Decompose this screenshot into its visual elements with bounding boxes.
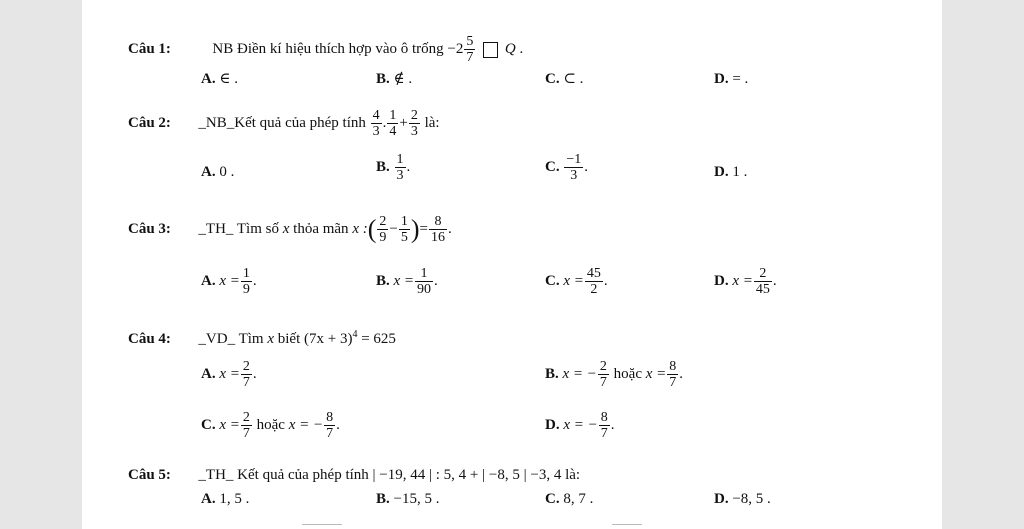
scan-artifact (302, 524, 342, 525)
question-label: Câu 1: (128, 40, 171, 57)
option-d: D. −8, 5 . (714, 491, 771, 507)
option-d: D. x = $\frac{2}{45}$ . (714, 266, 777, 297)
fraction: $\frac{5}{7}$ (466, 34, 474, 65)
question-1: Câu 1: NB Điền kí hiệu thích hợp vào ô trống −2 $\frac{5}{7}$ Q . (128, 34, 524, 65)
option-b: B. ∉ . (376, 71, 413, 87)
question-label: Câu 2: (128, 114, 171, 131)
blank-box (483, 42, 498, 58)
question-3: Câu 3: _TH_ Tìm số x thỏa mãn x :( $\frac{2}{9}$ − $\frac{1}{5}$ )= $\frac{8}{16}$ . (128, 214, 452, 245)
option-c: C. x = $\frac{2}{7}$ hoặc x = − $\frac{8}{7}$ . (201, 410, 340, 441)
option-d: D. 1 . (714, 164, 748, 180)
question-text: _TH_ Kết quả của phép tính (198, 467, 369, 483)
set-symbol: Q (504, 40, 516, 57)
option-b: B. x = − $\frac{2}{7}$ hoặc x = $\frac{8}{7}$ . (545, 359, 684, 390)
option-a: A. 1, 5 . (201, 491, 250, 507)
option-b: B. $\frac{1}{3}$ . (376, 152, 411, 183)
question-text: NB Điền kí hiệu thích hợp vào ô trống (212, 40, 444, 57)
option-a: A. ∈ . (201, 71, 238, 87)
question-text: _TH_ Tìm số (198, 220, 279, 237)
option-a: A. 0 . (201, 164, 235, 180)
question-5: Câu 5: _TH_ Kết quả của phép tính | −19, 44 | : 5, 4 + | −8, 5 | −3, 4 là: (128, 467, 581, 483)
math-minus-two: −2 (447, 40, 464, 57)
math-expression: | −19, 44 | : 5, 4 + | −8, 5 | −3, 4 (372, 467, 562, 483)
option-a: A. x = $\frac{1}{9}$ . (201, 266, 257, 297)
document-page (82, 0, 942, 529)
question-4: Câu 4: _VD_ Tìm x biết $(7x + 3)^4 = 625$ (128, 329, 396, 347)
option-b: B. x = $\frac{1}{90}$ . (376, 266, 438, 297)
question-label: Câu 5: (128, 467, 171, 483)
option-c: C. 8, 7 . (545, 491, 594, 507)
question-label: Câu 3: (128, 220, 171, 237)
question-text: _VD_ Tìm (198, 331, 264, 347)
question-text: _NB_Kết quả của phép tính (198, 114, 366, 131)
option-c: C. $\frac{-1}{3}$ . (545, 152, 588, 183)
option-d: D. = . (714, 71, 749, 87)
option-d: D. x = − $\frac{8}{7}$ . (545, 410, 615, 441)
option-a: A. x = $\frac{2}{7}$ . (201, 359, 257, 390)
option-c: C. x = $\frac{45}{2}$ . (545, 266, 608, 297)
option-b: B. −15, 5 . (376, 491, 440, 507)
option-c: C. ⊂ . (545, 71, 584, 87)
question-2: Câu 2: _NB_Kết quả của phép tính $\frac{4}{3}$ . $\frac{1}{4}$ + $\frac{2}{3}$ là: (128, 108, 440, 139)
question-label: Câu 4: (128, 331, 171, 347)
scan-artifact (612, 524, 642, 525)
